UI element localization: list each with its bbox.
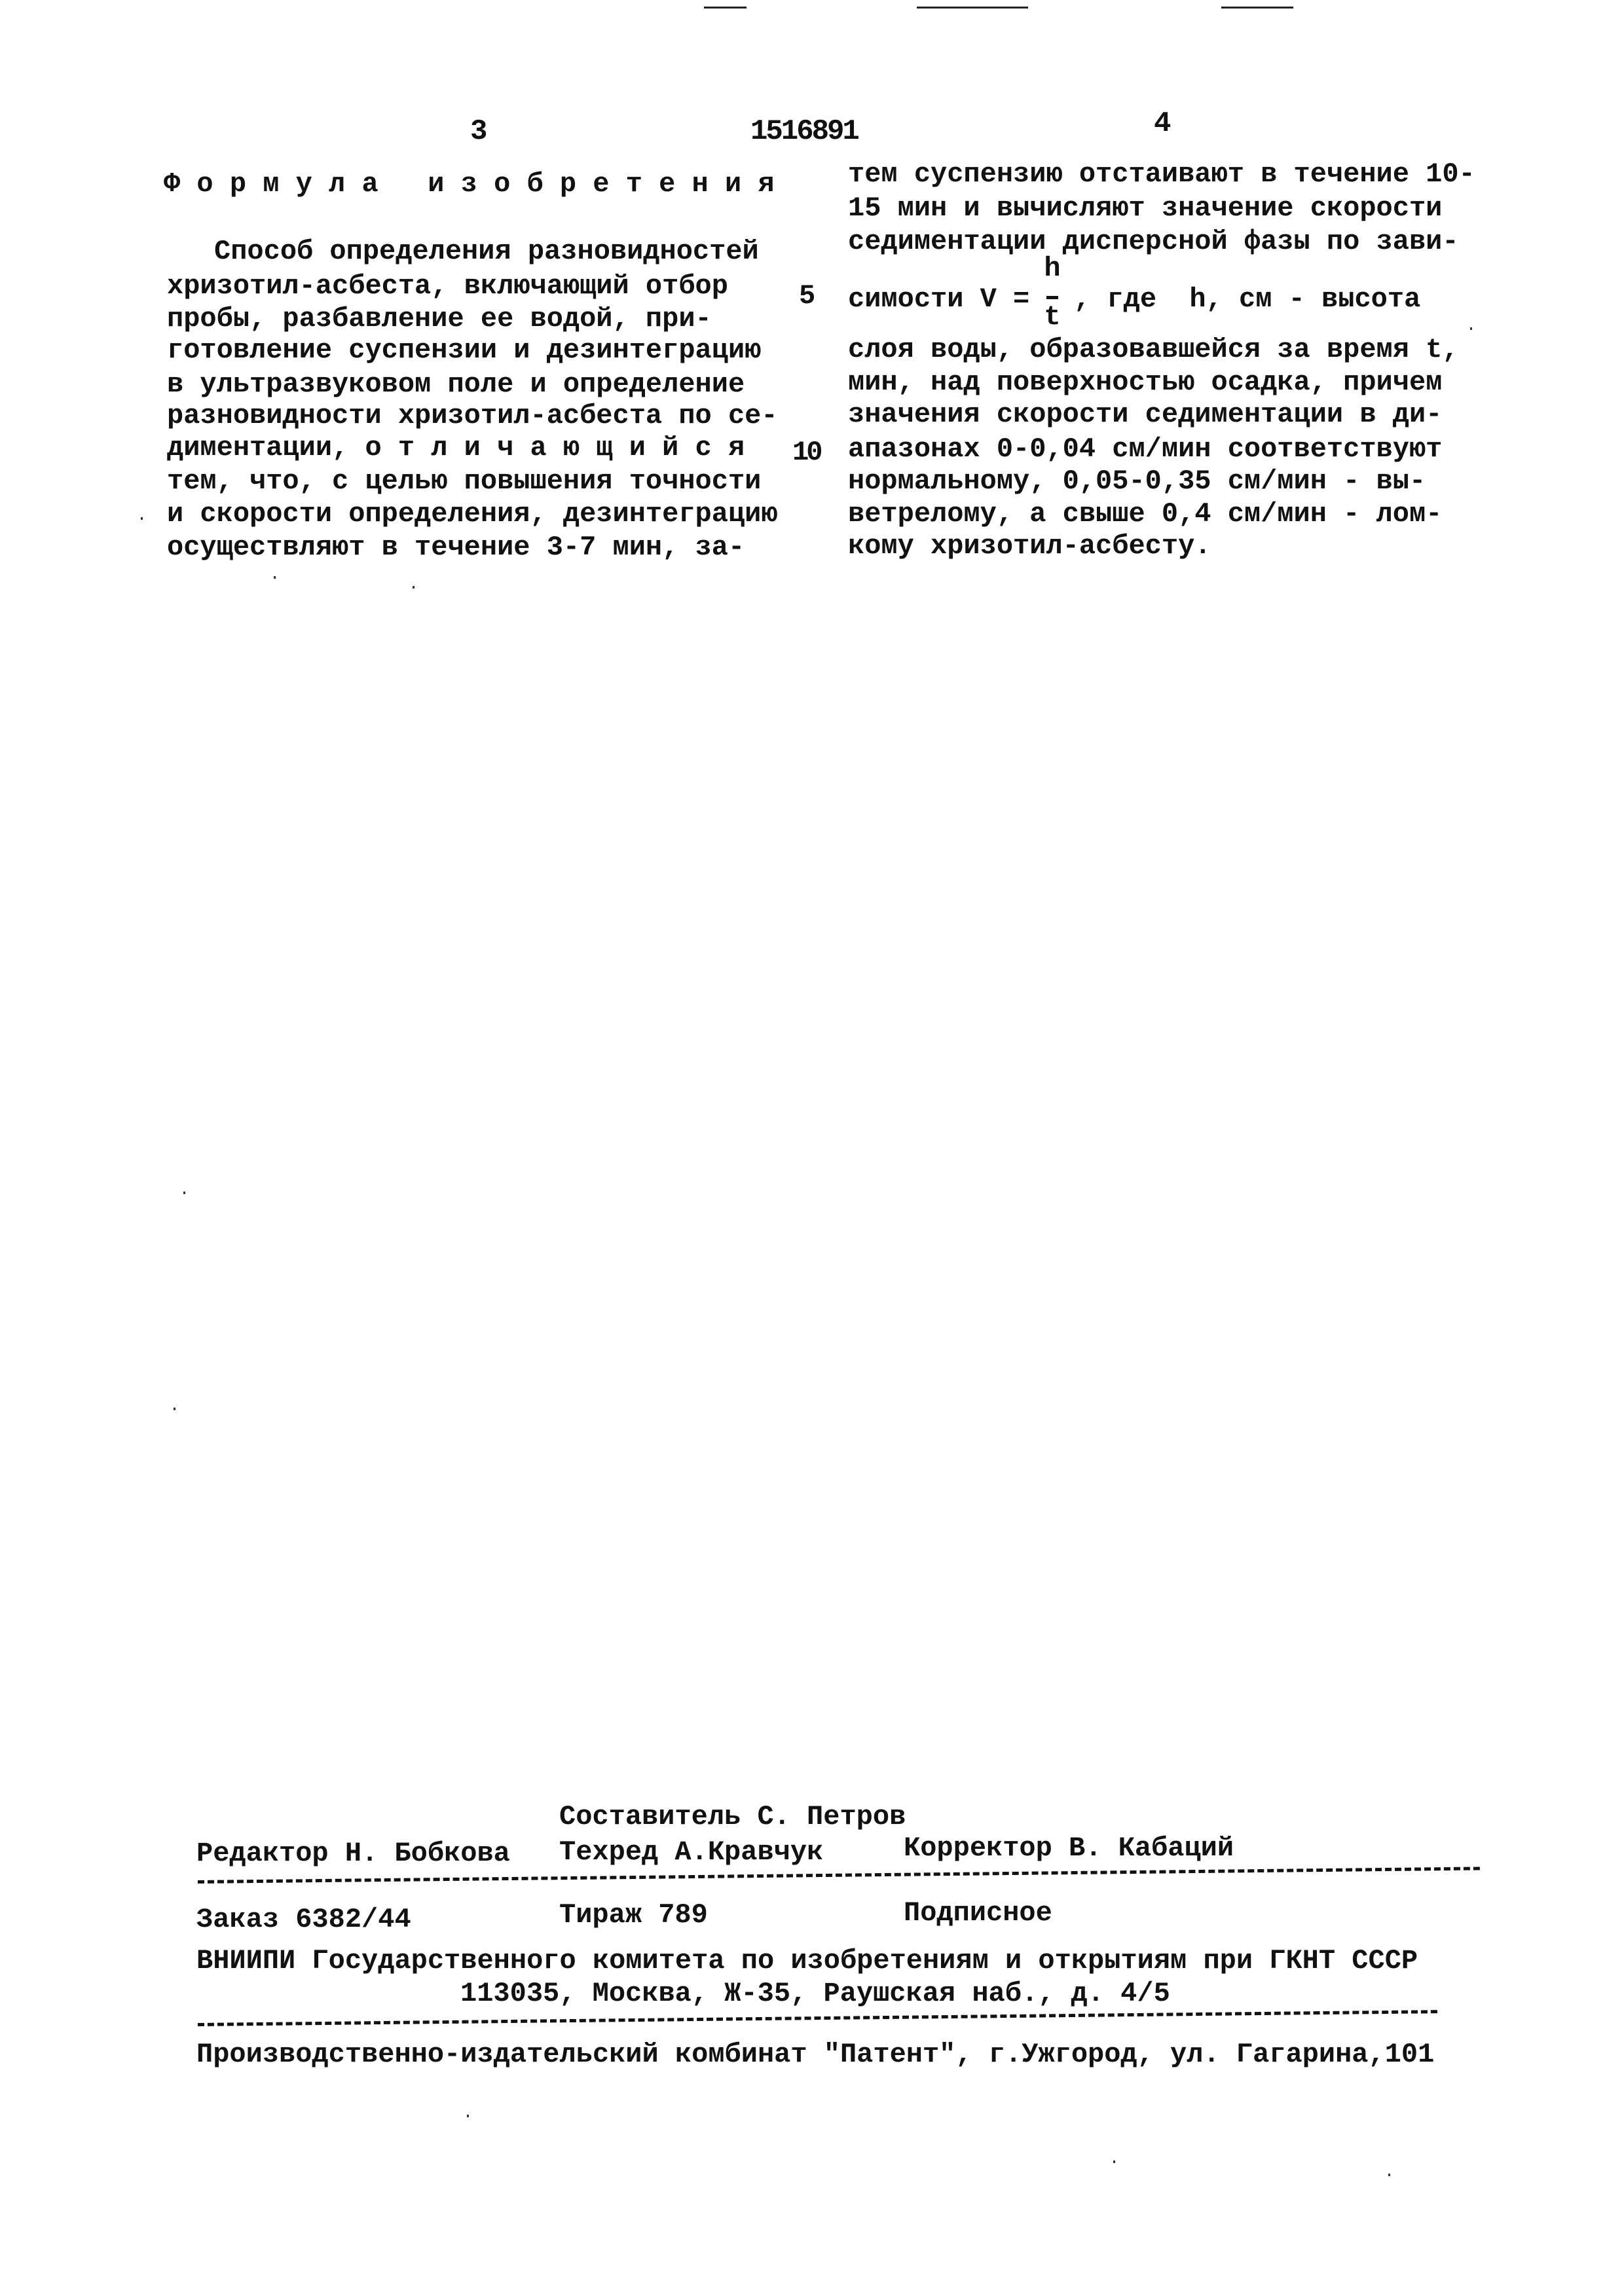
left-line-8: тем, что, с целью повышения точности [167,465,761,498]
imprint-compiler: Составитель С. Петров [559,1800,906,1833]
left-line-6: разновидности хризотил-асбеста по се- [167,399,778,432]
left-line-1: Способ определения разновидностей [214,235,759,268]
left-line-7: диментации, о т л и ч а ю щ и й с я [167,431,745,464]
left-line-5: в ультразвуковом поле и определение [167,368,745,401]
patent-page [0,0,1624,2296]
imprint-divider-2 [198,2010,1437,2026]
claims-heading: Ф о р м у л а и з о б р е т е н и я [164,168,775,200]
right-line-6: мин, над поверхностью осадка, причем [848,366,1442,399]
line-number-5: 5 [799,280,815,312]
imprint-subscription: Подписное [904,1897,1052,1929]
scan-mark-top-2 [917,7,1028,9]
right-line-3: седиментации дисперсной фазы по зави- [848,225,1459,258]
scan-speck [174,1408,175,1410]
formula-numerator: h [1043,255,1062,282]
scan-mark-top-1 [704,7,747,9]
patent-number: 1516891 [750,115,858,148]
formula-denominator: t [1043,304,1062,330]
line-number-10: 10 [792,436,820,469]
right-line-1: тем суспензию отстаивают в течение 10- [848,158,1475,191]
imprint-tech-editor: Техред А.Кравчук [559,1836,823,1868]
scan-speck [1388,2174,1390,2176]
imprint-circulation: Тираж 789 [559,1899,708,1931]
left-line-9: и скорости определения, дезинтеграцию [167,498,778,530]
page-number-right: 4 [1154,107,1171,140]
left-line-2: хризотил-асбеста, включающий отбор [167,270,728,302]
right-line-8: апазонах 0-0,04 см/мин соответствуют [848,433,1442,465]
right-line-10: ветрелому, а свыше 0,4 см/мин - лом- [848,498,1442,530]
imprint-proofreader: Корректор В. Кабаций [904,1832,1234,1865]
left-line-4: готовление суспензии и дезинтеграцию [167,334,761,367]
fraction-bar [1046,296,1058,299]
scan-speck [183,1192,185,1194]
imprint-order: Заказ 6382/44 [196,1903,411,1936]
right-line-11: кому хризотил-асбесту. [848,530,1211,562]
imprint-address: 113035, Москва, Ж-35, Раушская наб., д. 4/5 [460,1977,1170,2010]
scan-speck [467,2115,469,2117]
page-number-left: 3 [470,115,487,148]
right-line-2: 15 мин и вычисляют значение скорости [848,192,1442,225]
right-line-7: значения скорости седиментации в ди- [848,398,1442,431]
scan-speck [1113,2160,1115,2163]
scan-speck [274,576,276,579]
left-line-10: осуществляют в течение 3-7 мин, за- [167,531,745,564]
left-line-3: пробы, разбавление ее водой, при- [167,302,712,335]
formula-prefix: симости V = [848,283,1046,316]
imprint-institute: ВНИИПИ Государственного комитета по изобретениям и открытиям при ГКНТ СССР [196,1944,1418,1977]
right-line-5: слоя воды, образовавшейся за время t, [848,333,1459,366]
scan-speck [1470,327,1472,330]
right-line-9: нормальному, 0,05-0,35 см/мин - вы- [848,465,1426,498]
imprint-publisher: Производственно-издательский комбинат "Патент", г.Ужгород, ул. Гагарина,101 [196,2038,1434,2071]
imprint-editor: Редактор Н. Бобкова [196,1837,510,1870]
scan-speck [413,586,415,589]
formula-suffix: , где h, см - высота [1074,283,1420,316]
scan-speck [141,517,143,520]
scan-mark-top-3 [1221,7,1293,9]
